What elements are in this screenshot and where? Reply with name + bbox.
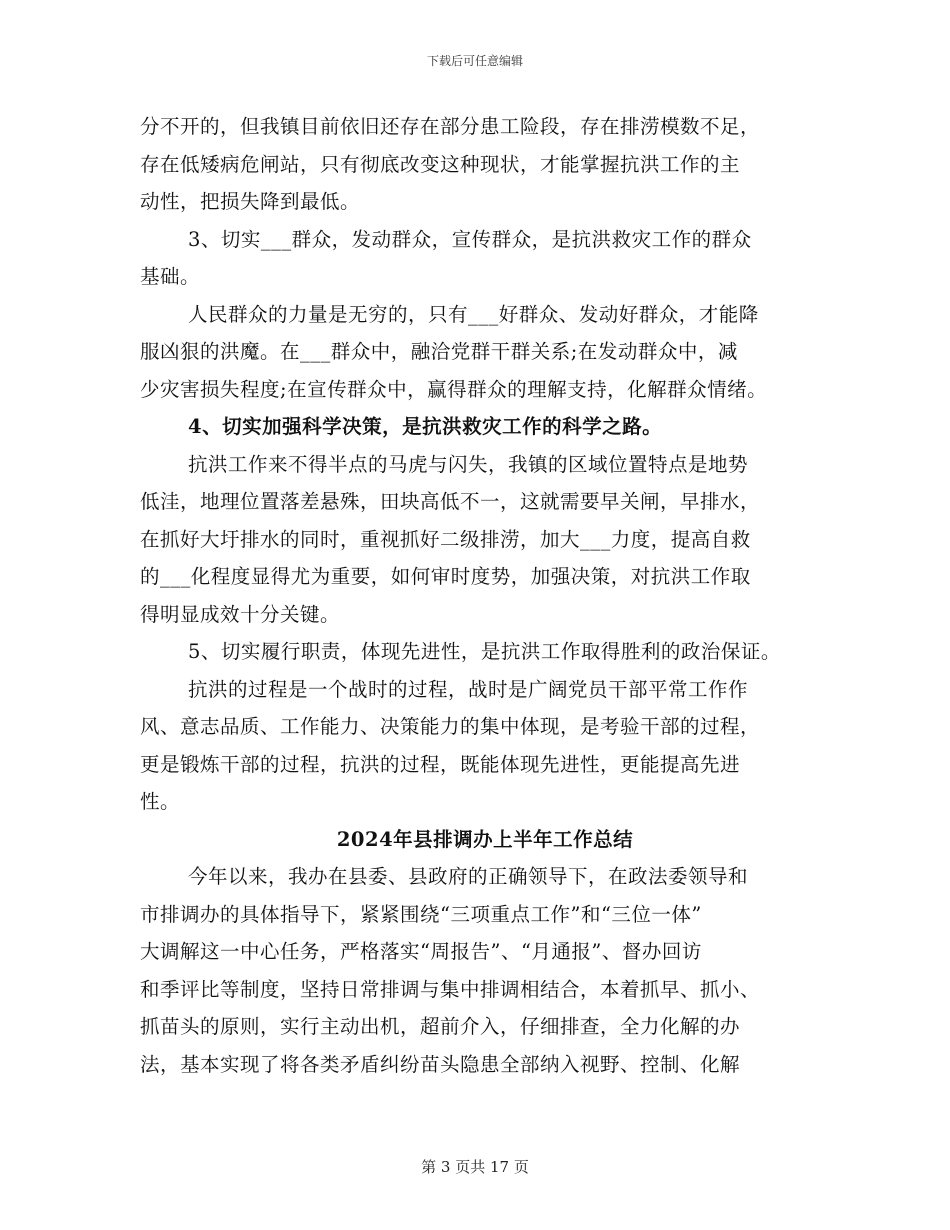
- text-line: 基础。: [140, 265, 201, 288]
- text-line: 的___化程度显得尤为重要，如何审时度势，加强决策，对抗洪工作取: [140, 565, 751, 588]
- text-line: 3、切实___群众，发动群众，宣传群众，是抗洪救灾工作的群众: [188, 227, 752, 251]
- text-line: 低洼，地理位置落差悬殊，田块高低不一，这就需要早关闸，早排水，: [140, 490, 761, 513]
- text-line: 和季评比等制度，坚持日常排调与集中排调相结合，本着抓早、抓小、: [140, 977, 761, 1001]
- text-line: 分不开的，但我镇目前依旧还存在部分患工险段，存在排涝模数不足，: [140, 115, 761, 138]
- document-body: [140, 108, 830, 1083]
- page-header: 下载后可任意编辑: [426, 54, 523, 68]
- text-line: 少灾害损失程度;在宣传群众中，赢得群众的理解支持，化解群众情绪。: [140, 377, 768, 401]
- section-title: 2024年县排调办上半年工作总结: [336, 827, 634, 851]
- page-footer-page-number: 第 3 页共 17 页: [421, 1158, 529, 1176]
- text-line: 今年以来，我办在县委、县政府的正确领导下，在政法委领导和: [188, 865, 749, 888]
- text-line: 动性，把损失降到最低。: [140, 190, 361, 213]
- text-line: 市排调办的具体指导下，紧紧围绕“三项重点工作”和“三位一体”: [140, 902, 702, 926]
- text-line: 抗洪的过程是一个战时的过程，战时是广阔党员干部平常工作作: [188, 677, 749, 701]
- text-line: 更是锻炼干部的过程，抗洪的过程，既能体现先进性，更能提高先进: [140, 752, 741, 776]
- text-line: 人民群众的力量是无穷的，只有___好群众、发动好群众，才能降: [188, 302, 759, 326]
- text-line: 服凶狠的洪魔。在___群众中，融洽党群干群关系;在发动群众中，减: [140, 340, 738, 363]
- text-line: 4、切实加强科学决策，是抗洪救灾工作的科学之路。: [188, 415, 663, 438]
- text-line: 法，基本实现了将各类矛盾纠纷苗头隐患全部纳入视野、控制、化解: [140, 1052, 741, 1076]
- text-line: 5、切实履行职责，体现先进性，是抗洪工作取得胜利的政治保证。: [188, 640, 781, 663]
- text-line: 存在低矮病危闸站，只有彻底改变这种现状，才能掌握抗洪工作的主: [140, 152, 741, 176]
- text-line: 抓苗头的原则，实行主动出机，超前介入，仔细排查，全力化解的办: [140, 1015, 741, 1038]
- text-line: 在抓好大圩排水的同时，重视抓好二级排涝，加大___力度，提高自救: [140, 527, 751, 551]
- text-line: 大调解这一中心任务，严格落实“周报告”、“月通报”、督办回访: [140, 940, 702, 963]
- text-line: 得明显成效十分关键。: [140, 602, 341, 626]
- text-line: 性。: [140, 790, 181, 813]
- text-line: 风、意志品质、工作能力、决策能力的集中体现，是考验干部的过程，: [140, 715, 761, 738]
- text-line: 抗洪工作来不得半点的马虎与闪失，我镇的区域位置特点是地势: [188, 452, 749, 476]
